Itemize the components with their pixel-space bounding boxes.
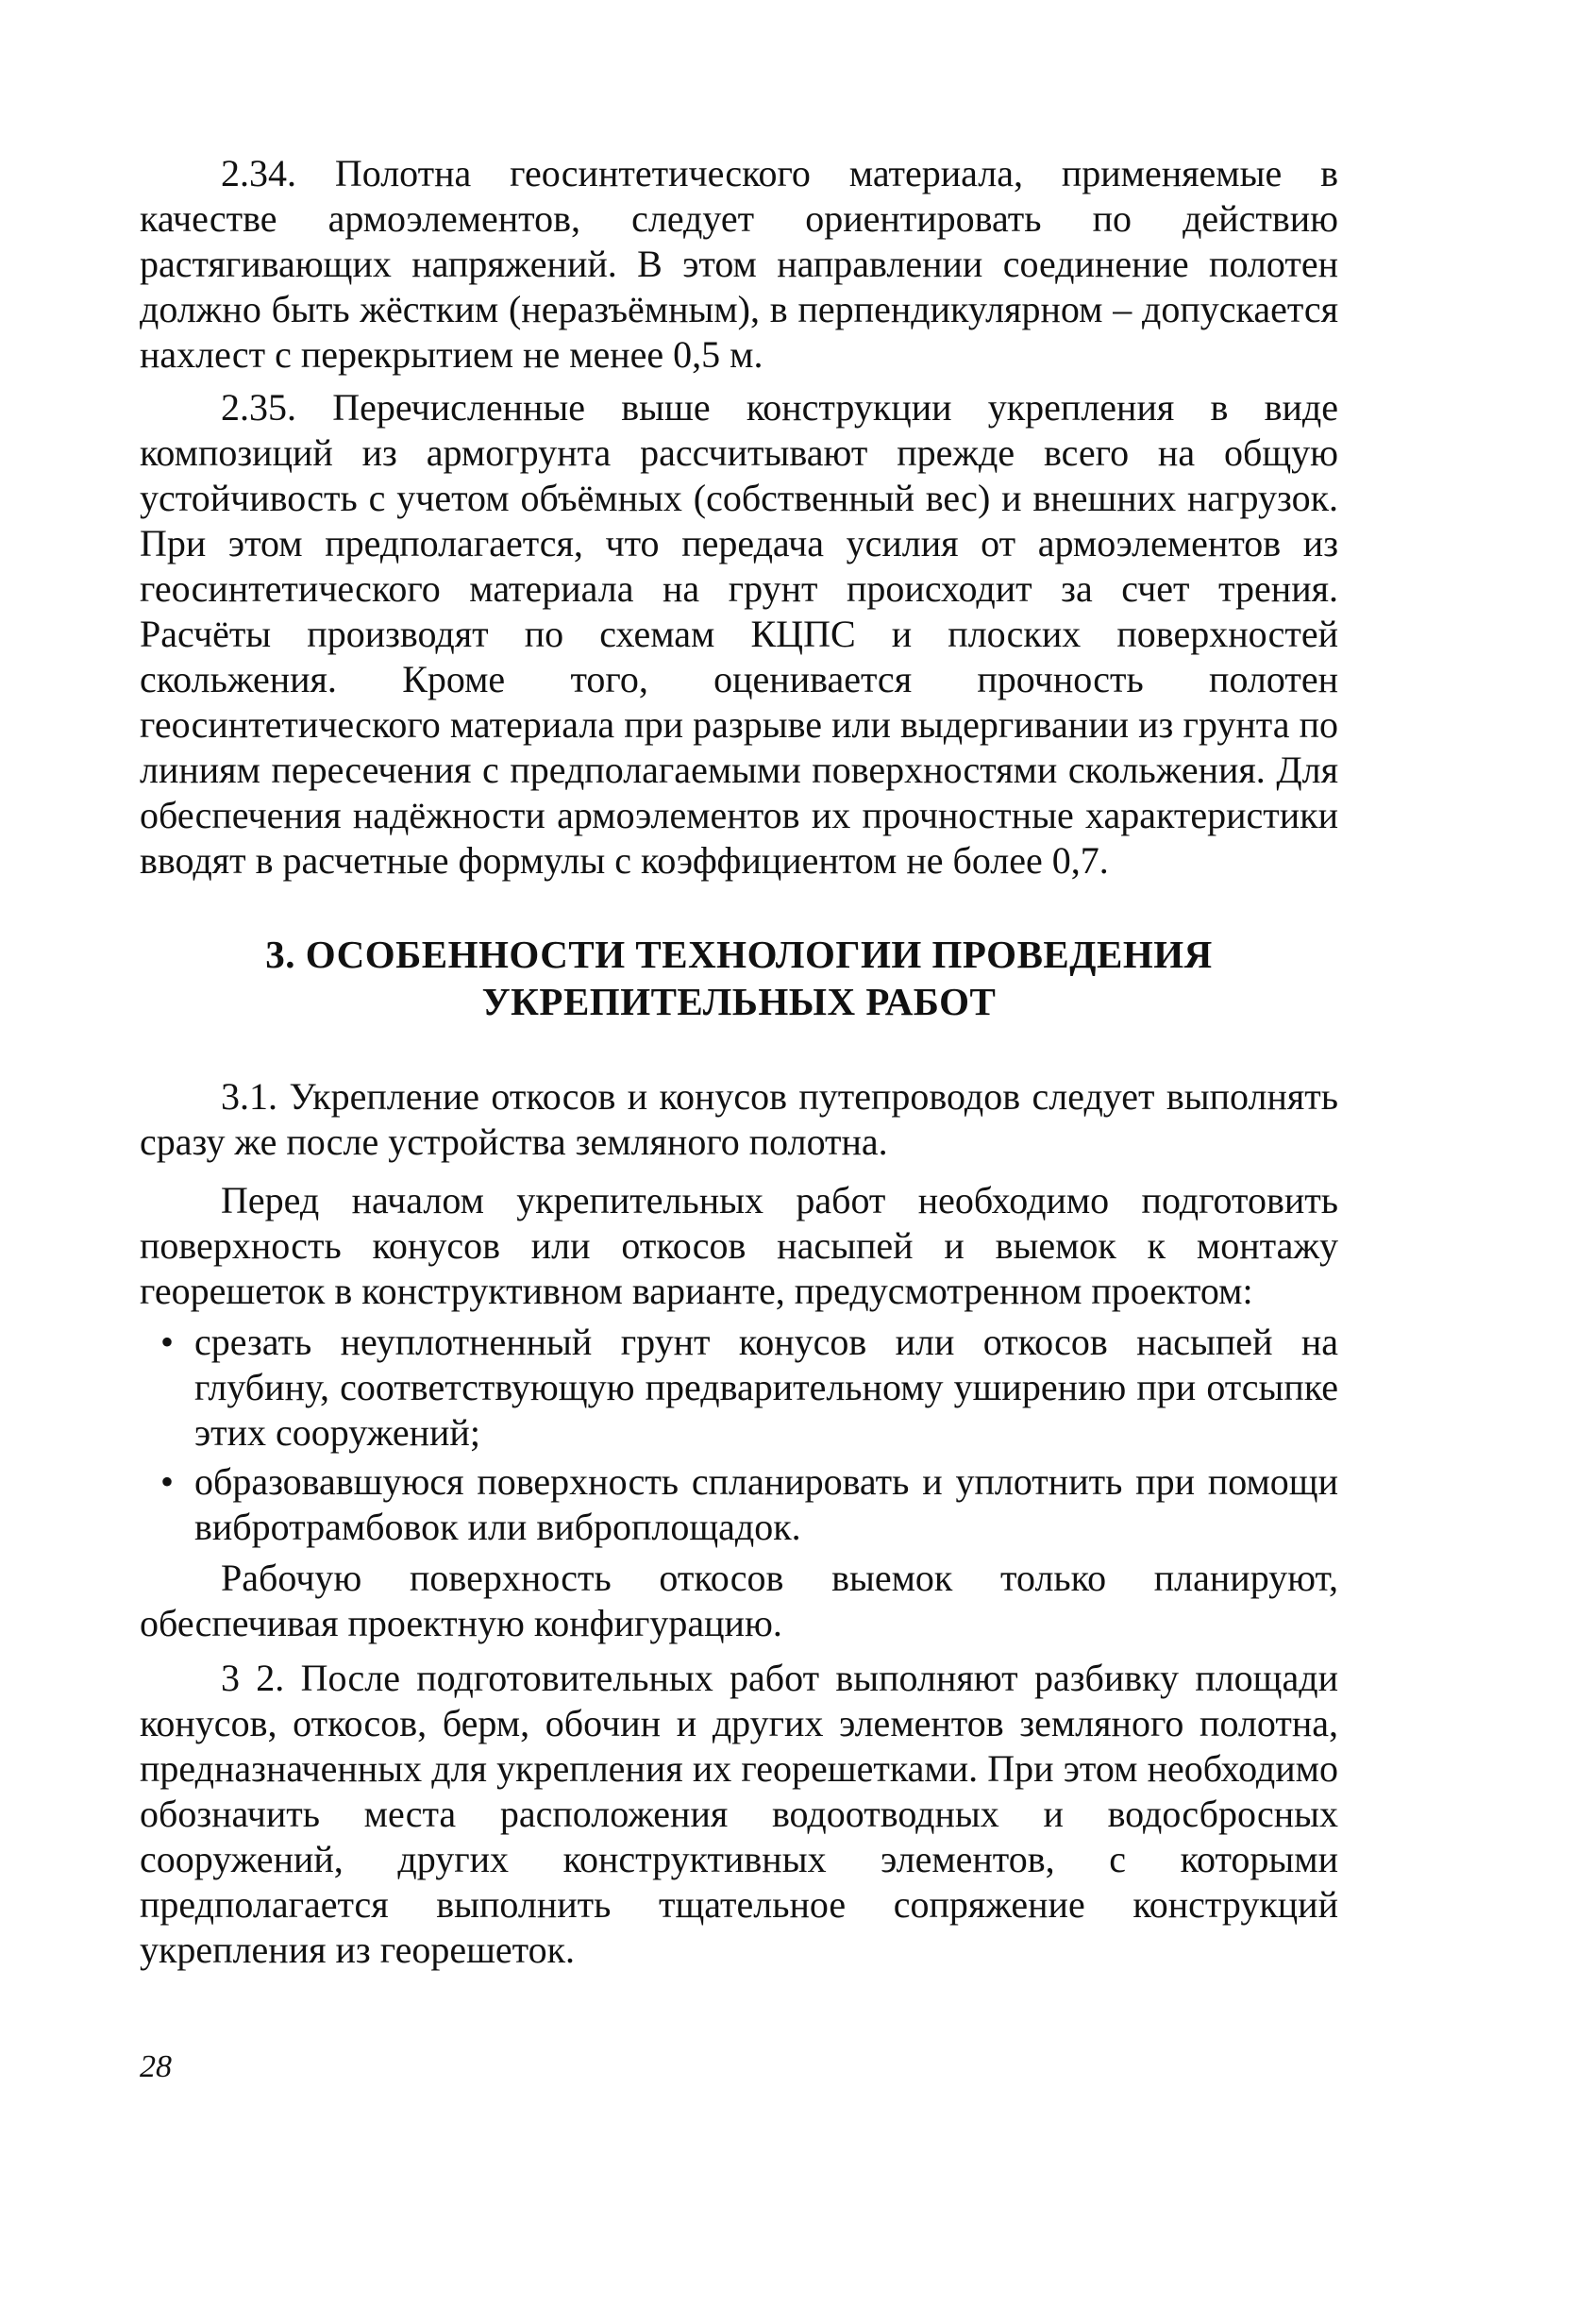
paragraph-preparation: Перед началом укрепительных работ необходимо подготовить поверхность конусов или откосов насыпей и выемок к монтажу георешеток в конструктивном варианте, предусмотренном проектом: [140, 1179, 1338, 1312]
preparation-list [140, 1320, 1338, 1550]
paragraph-3-2: 3 2. После подготовительных работ выполняют разбивку площади конусов, откосов, берм, обочин и других элементов земляного полотна, предназначенных для укрепления их георешетками. При этом необходимо обозначить места расположения водоотводных и водосбросных сооружений, других конструктивных элементов, с которыми предполагается выполнить тщательное сопряжение конструкций укрепления из георешеток. [140, 1657, 1338, 1971]
section-heading-line-1: 3. ОСОБЕННОСТИ ТЕХНОЛОГИИ ПРОВЕДЕНИЯ [265, 933, 1213, 976]
paragraph-3-1: 3.1. Укрепление откосов и конусов путепроводов следует выполнять сразу же после устройства земляного полотна. [140, 1075, 1338, 1163]
list-item [140, 1459, 1338, 1550]
list-item [140, 1320, 1338, 1456]
list-item-text: срезать неуплотненный грунт конусов или откосов насыпей на глубину, соответствующую предварительному уширению при отсыпке этих сооружений; [194, 1321, 1338, 1454]
list-item-text: образовавшуюся поверхность спланировать и уплотнить при помощи вибротрамбовок или виброплощадок. [194, 1460, 1338, 1548]
paragraph-2-35: 2.35. Перечисленные выше конструкции укрепления в виде композиций из армогрунта рассчитывают прежде всего на общую устойчивость с учетом объёмных (собственный вес) и внешних нагрузок. При этом предполагается, что передача усилия от армоэлементов из геосинтетического материала на грунт происходит за счет трения. Расчёты производят по схемам КЦПС и плоских поверхностей скольжения. Кроме того, оценивается прочность полотен геосинтетического материала при разрыве или выдергивании из грунта по линиям пересечения с предполагаемыми поверхностями скольжения. Для обеспечения надёжности армоэлементов их прочностные характеристики вводят в расчетные формулы с коэффициентом не более 0,7. [140, 386, 1338, 882]
text-column [140, 151, 1338, 1973]
paragraph-2-34: 2.34. Полотна геосинтетического материала, применяемые в качестве армоэлементов, следует ориентировать по действию растягивающих напряжений. В этом направлении соединение полотен должно быть жёстким (неразъёмным), в перпендикулярном – допускается нахлест с перекрытием не менее 0,5 м. [140, 152, 1338, 376]
section-heading [140, 931, 1338, 1025]
bullet-icon: • [159, 1460, 174, 1503]
bullet-icon: • [159, 1321, 174, 1363]
page-number: 28 [140, 2049, 172, 2084]
section-heading-line-2: УКРЕПИТЕЛЬНЫХ РАБОТ [481, 980, 997, 1023]
paragraph-working-surface: Рабочую поверхность откосов выемок только планируют, обеспечивая проектную конфигурацию. [140, 1557, 1338, 1644]
